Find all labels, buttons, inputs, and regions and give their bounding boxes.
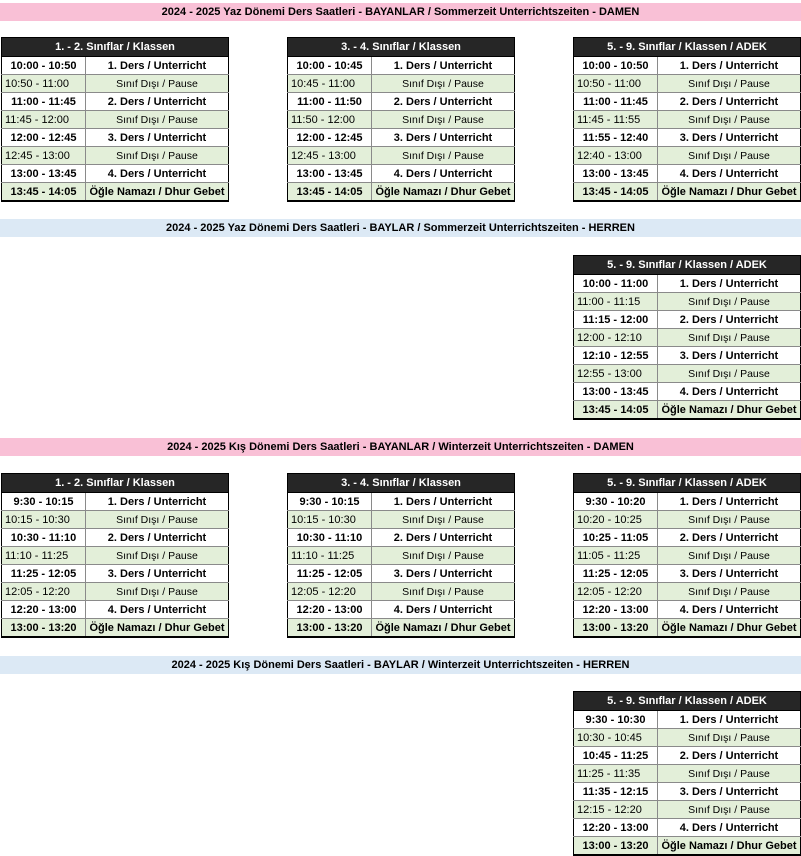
lesson-row <box>288 493 515 511</box>
prayer-row <box>574 619 801 638</box>
lesson-row <box>2 529 229 547</box>
label-cell: 2. Ders / Unterricht <box>658 93 801 111</box>
time-cell: 13:00 - 13:45 <box>574 383 658 401</box>
pause-row <box>288 583 515 601</box>
label-cell: Sınıf Dışı / Pause <box>372 147 515 165</box>
schedule-table <box>287 473 515 638</box>
label-cell: 4. Ders / Unterricht <box>86 601 229 619</box>
time-cell: 11:00 - 11:50 <box>288 93 372 111</box>
label-cell: Sınıf Dışı / Pause <box>658 765 801 783</box>
time-cell: 11:45 - 11:55 <box>574 111 658 129</box>
table-header: 5. - 9. Sınıflar / Klassen / ADEK <box>574 692 801 711</box>
lesson-row <box>574 311 801 329</box>
label-cell: Sınıf Dışı / Pause <box>86 111 229 129</box>
label-cell: Öğle Namazı / Dhur Gebet <box>372 183 515 202</box>
label-cell: 1. Ders / Unterricht <box>658 711 801 729</box>
time-cell: 10:00 - 10:50 <box>574 57 658 75</box>
time-cell: 13:45 - 14:05 <box>574 183 658 202</box>
time-cell: 13:45 - 14:05 <box>574 401 658 420</box>
label-cell: Sınıf Dışı / Pause <box>658 729 801 747</box>
lesson-row <box>288 601 515 619</box>
table-header: 5. - 9. Sınıflar / Klassen / ADEK <box>574 38 801 57</box>
schedule-table <box>573 255 801 420</box>
label-cell: 4. Ders / Unterricht <box>372 165 515 183</box>
time-cell: 13:00 - 13:20 <box>288 619 372 638</box>
table-header: 1. - 2. Sınıflar / Klassen <box>2 38 229 57</box>
label-cell: 2. Ders / Unterricht <box>658 311 801 329</box>
label-cell: Sınıf Dışı / Pause <box>658 329 801 347</box>
label-cell: 4. Ders / Unterricht <box>372 601 515 619</box>
pause-row <box>574 293 801 311</box>
time-cell: 12:55 - 13:00 <box>574 365 658 383</box>
lesson-row <box>574 57 801 75</box>
lesson-row <box>288 93 515 111</box>
label-cell: 2. Ders / Unterricht <box>372 529 515 547</box>
time-cell: 12:15 - 12:20 <box>574 801 658 819</box>
lesson-row <box>2 493 229 511</box>
time-cell: 11:25 - 12:05 <box>574 565 658 583</box>
time-cell: 12:00 - 12:45 <box>2 129 86 147</box>
lesson-row <box>574 783 801 801</box>
label-cell: Sınıf Dışı / Pause <box>658 111 801 129</box>
label-cell: 4. Ders / Unterricht <box>658 819 801 837</box>
time-cell: 13:45 - 14:05 <box>2 183 86 202</box>
pause-row <box>574 111 801 129</box>
time-cell: 12:10 - 12:55 <box>574 347 658 365</box>
time-cell: 13:00 - 13:20 <box>574 837 658 856</box>
time-cell: 13:45 - 14:05 <box>288 183 372 202</box>
label-cell: Sınıf Dışı / Pause <box>658 801 801 819</box>
pause-row <box>2 75 229 93</box>
label-cell: 3. Ders / Unterricht <box>372 565 515 583</box>
lesson-row <box>574 383 801 401</box>
time-cell: 12:00 - 12:10 <box>574 329 658 347</box>
time-cell: 11:00 - 11:15 <box>574 293 658 311</box>
section-banner: 2024 - 2025 Yaz Dönemi Ders Saatleri - BAYANLAR / Sommerzeit Unterrichtszeiten - DAMEN <box>0 3 801 21</box>
time-cell: 12:05 - 12:20 <box>2 583 86 601</box>
time-cell: 12:20 - 13:00 <box>2 601 86 619</box>
label-cell: 1. Ders / Unterricht <box>86 493 229 511</box>
label-cell: Sınıf Dışı / Pause <box>658 365 801 383</box>
label-cell: Öğle Namazı / Dhur Gebet <box>86 619 229 638</box>
pause-row <box>574 147 801 165</box>
label-cell: Öğle Namazı / Dhur Gebet <box>86 183 229 202</box>
lesson-row <box>574 93 801 111</box>
label-cell: Sınıf Dışı / Pause <box>372 547 515 565</box>
lesson-row <box>2 93 229 111</box>
pause-row <box>288 547 515 565</box>
time-cell: 10:00 - 11:00 <box>574 275 658 293</box>
label-cell: 1. Ders / Unterricht <box>658 57 801 75</box>
lesson-row <box>574 819 801 837</box>
label-cell: 3. Ders / Unterricht <box>86 129 229 147</box>
label-cell: 2. Ders / Unterricht <box>86 93 229 111</box>
time-cell: 10:15 - 10:30 <box>2 511 86 529</box>
label-cell: 4. Ders / Unterricht <box>658 165 801 183</box>
label-cell: Öğle Namazı / Dhur Gebet <box>658 837 801 856</box>
label-cell: Sınıf Dışı / Pause <box>658 293 801 311</box>
time-cell: 11:50 - 12:00 <box>288 111 372 129</box>
pause-row <box>574 75 801 93</box>
pause-row <box>288 147 515 165</box>
label-cell: 2. Ders / Unterricht <box>372 93 515 111</box>
time-cell: 10:20 - 10:25 <box>574 511 658 529</box>
lesson-row <box>288 129 515 147</box>
prayer-row <box>288 183 515 202</box>
table-header: 3. - 4. Sınıflar / Klassen <box>288 474 515 493</box>
label-cell: Sınıf Dışı / Pause <box>86 75 229 93</box>
lesson-row <box>288 165 515 183</box>
prayer-row <box>288 619 515 638</box>
time-cell: 12:20 - 13:00 <box>288 601 372 619</box>
time-cell: 11:25 - 12:05 <box>2 565 86 583</box>
lesson-row <box>574 129 801 147</box>
label-cell: 1. Ders / Unterricht <box>658 275 801 293</box>
time-cell: 11:35 - 12:15 <box>574 783 658 801</box>
section-banner: 2024 - 2025 Yaz Dönemi Ders Saatleri - BAYLAR / Sommerzeit Unterrichtszeiten - HERREN <box>0 219 801 237</box>
lesson-row <box>288 529 515 547</box>
label-cell: 3. Ders / Unterricht <box>658 129 801 147</box>
time-cell: 11:00 - 11:45 <box>574 93 658 111</box>
schedule-table <box>573 691 801 856</box>
time-cell: 10:00 - 10:45 <box>288 57 372 75</box>
schedule-table <box>287 37 515 202</box>
time-cell: 11:15 - 12:00 <box>574 311 658 329</box>
label-cell: Sınıf Dışı / Pause <box>372 583 515 601</box>
label-cell: 3. Ders / Unterricht <box>658 565 801 583</box>
label-cell: Sınıf Dışı / Pause <box>86 147 229 165</box>
table-header: 5. - 9. Sınıflar / Klassen / ADEK <box>574 256 801 275</box>
label-cell: 3. Ders / Unterricht <box>658 347 801 365</box>
label-cell: Sınıf Dışı / Pause <box>658 583 801 601</box>
label-cell: 2. Ders / Unterricht <box>86 529 229 547</box>
lesson-row <box>2 129 229 147</box>
label-cell: Sınıf Dışı / Pause <box>372 111 515 129</box>
time-cell: 10:30 - 11:10 <box>288 529 372 547</box>
section-banner: 2024 - 2025 Kış Dönemi Ders Saatleri - BAYLAR / Winterzeit Unterrichtszeiten - HERREN <box>0 656 801 674</box>
time-cell: 11:55 - 12:40 <box>574 129 658 147</box>
label-cell: Sınıf Dışı / Pause <box>658 75 801 93</box>
pause-row <box>2 583 229 601</box>
time-cell: 10:45 - 11:00 <box>288 75 372 93</box>
time-cell: 11:00 - 11:45 <box>2 93 86 111</box>
label-cell: Öğle Namazı / Dhur Gebet <box>658 183 801 202</box>
pause-row <box>2 147 229 165</box>
label-cell: Öğle Namazı / Dhur Gebet <box>658 619 801 638</box>
lesson-row <box>288 57 515 75</box>
prayer-row <box>574 401 801 420</box>
label-cell: 2. Ders / Unterricht <box>658 747 801 765</box>
schedule-table <box>1 473 229 638</box>
time-cell: 11:25 - 11:35 <box>574 765 658 783</box>
label-cell: Sınıf Dışı / Pause <box>658 147 801 165</box>
label-cell: Sınıf Dışı / Pause <box>86 583 229 601</box>
time-cell: 10:15 - 10:30 <box>288 511 372 529</box>
time-cell: 11:10 - 11:25 <box>288 547 372 565</box>
time-cell: 9:30 - 10:15 <box>288 493 372 511</box>
time-cell: 11:05 - 11:25 <box>574 547 658 565</box>
table-header: 5. - 9. Sınıflar / Klassen / ADEK <box>574 474 801 493</box>
section-banner: 2024 - 2025 Kış Dönemi Ders Saatleri - BAYANLAR / Winterzeit Unterrichtszeiten - DAMEN <box>0 438 801 456</box>
label-cell: Sınıf Dışı / Pause <box>658 547 801 565</box>
pause-row <box>288 111 515 129</box>
pause-row <box>2 547 229 565</box>
time-cell: 11:25 - 12:05 <box>288 565 372 583</box>
time-cell: 9:30 - 10:15 <box>2 493 86 511</box>
time-cell: 13:00 - 13:45 <box>2 165 86 183</box>
label-cell: Öğle Namazı / Dhur Gebet <box>658 401 801 420</box>
lesson-row <box>574 275 801 293</box>
time-cell: 12:05 - 12:20 <box>288 583 372 601</box>
lesson-row <box>288 565 515 583</box>
label-cell: 3. Ders / Unterricht <box>86 565 229 583</box>
label-cell: Sınıf Dışı / Pause <box>86 547 229 565</box>
label-cell: 3. Ders / Unterricht <box>658 783 801 801</box>
table-header: 1. - 2. Sınıflar / Klassen <box>2 474 229 493</box>
lesson-row <box>574 165 801 183</box>
label-cell: Sınıf Dışı / Pause <box>86 511 229 529</box>
time-cell: 9:30 - 10:20 <box>574 493 658 511</box>
lesson-row <box>574 529 801 547</box>
prayer-row <box>2 183 229 202</box>
pause-row <box>288 511 515 529</box>
pause-row <box>574 583 801 601</box>
lesson-row <box>574 347 801 365</box>
time-cell: 11:10 - 11:25 <box>2 547 86 565</box>
label-cell: 4. Ders / Unterricht <box>86 165 229 183</box>
time-cell: 10:00 - 10:50 <box>2 57 86 75</box>
lesson-row <box>574 565 801 583</box>
time-cell: 10:30 - 10:45 <box>574 729 658 747</box>
table-header: 3. - 4. Sınıflar / Klassen <box>288 38 515 57</box>
label-cell: 4. Ders / Unterricht <box>658 601 801 619</box>
pause-row <box>2 511 229 529</box>
label-cell: 3. Ders / Unterricht <box>372 129 515 147</box>
time-cell: 13:00 - 13:20 <box>574 619 658 638</box>
pause-row <box>574 765 801 783</box>
pause-row <box>288 75 515 93</box>
label-cell: Sınıf Dışı / Pause <box>372 511 515 529</box>
pause-row <box>574 511 801 529</box>
label-cell: 1. Ders / Unterricht <box>372 493 515 511</box>
schedule-table <box>1 37 229 202</box>
time-cell: 12:45 - 13:00 <box>288 147 372 165</box>
time-cell: 12:40 - 13:00 <box>574 147 658 165</box>
label-cell: Sınıf Dışı / Pause <box>658 511 801 529</box>
time-cell: 13:00 - 13:45 <box>288 165 372 183</box>
lesson-row <box>2 565 229 583</box>
time-cell: 11:45 - 12:00 <box>2 111 86 129</box>
time-cell: 12:45 - 13:00 <box>2 147 86 165</box>
pause-row <box>574 729 801 747</box>
time-cell: 10:50 - 11:00 <box>574 75 658 93</box>
label-cell: 4. Ders / Unterricht <box>658 383 801 401</box>
lesson-row <box>2 165 229 183</box>
pause-row <box>574 547 801 565</box>
time-cell: 10:45 - 11:25 <box>574 747 658 765</box>
label-cell: 1. Ders / Unterricht <box>658 493 801 511</box>
prayer-row <box>2 619 229 638</box>
lesson-row <box>574 601 801 619</box>
lesson-row <box>574 747 801 765</box>
label-cell: 1. Ders / Unterricht <box>86 57 229 75</box>
prayer-row <box>574 183 801 202</box>
prayer-row <box>574 837 801 856</box>
time-cell: 12:00 - 12:45 <box>288 129 372 147</box>
pause-row <box>574 329 801 347</box>
lesson-row <box>574 711 801 729</box>
lesson-row <box>2 57 229 75</box>
lesson-row <box>574 493 801 511</box>
label-cell: 1. Ders / Unterricht <box>372 57 515 75</box>
label-cell: 2. Ders / Unterricht <box>658 529 801 547</box>
time-cell: 13:00 - 13:45 <box>574 165 658 183</box>
time-cell: 13:00 - 13:20 <box>2 619 86 638</box>
label-cell: Sınıf Dışı / Pause <box>372 75 515 93</box>
time-cell: 12:20 - 13:00 <box>574 819 658 837</box>
time-cell: 12:20 - 13:00 <box>574 601 658 619</box>
time-cell: 10:50 - 11:00 <box>2 75 86 93</box>
label-cell: Öğle Namazı / Dhur Gebet <box>372 619 515 638</box>
time-cell: 9:30 - 10:30 <box>574 711 658 729</box>
pause-row <box>574 801 801 819</box>
lesson-row <box>2 601 229 619</box>
time-cell: 10:25 - 11:05 <box>574 529 658 547</box>
time-cell: 10:30 - 11:10 <box>2 529 86 547</box>
pause-row <box>574 365 801 383</box>
pause-row <box>2 111 229 129</box>
schedule-table <box>573 473 801 638</box>
schedule-table <box>573 37 801 202</box>
time-cell: 12:05 - 12:20 <box>574 583 658 601</box>
